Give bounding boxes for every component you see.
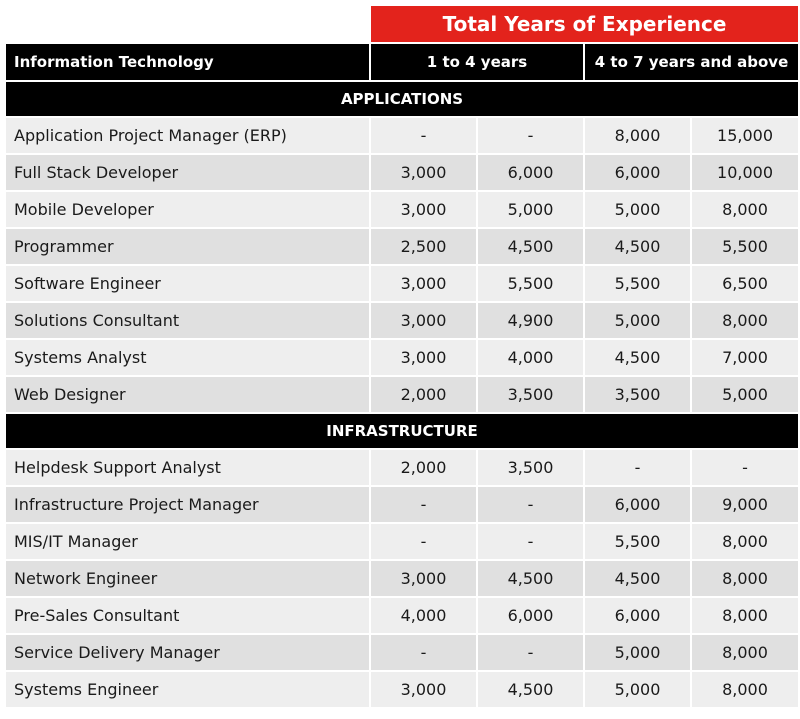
salary-cell: 9,000: [691, 486, 798, 523]
salary-cell: 3,500: [584, 376, 691, 413]
salary-cell: 5,500: [584, 523, 691, 560]
salary-cell: 4,900: [477, 302, 584, 339]
section-header-row: [6, 413, 798, 449]
table-body: [6, 81, 798, 707]
table-row: [6, 449, 798, 486]
salary-cell: 4,000: [370, 597, 477, 634]
role-cell: Programmer: [6, 228, 370, 265]
role-cell: Solutions Consultant: [6, 302, 370, 339]
salary-cell: 8,000: [691, 302, 798, 339]
table-row: [6, 191, 798, 228]
title-row: [6, 6, 798, 43]
table-row: [6, 339, 798, 376]
salary-cell: 5,000: [691, 376, 798, 413]
role-cell: Web Designer: [6, 376, 370, 413]
salary-cell: 5,000: [584, 634, 691, 671]
salary-cell: 2,000: [370, 449, 477, 486]
salary-cell: 6,000: [477, 154, 584, 191]
salary-cell: 5,500: [691, 228, 798, 265]
role-cell: Pre-Sales Consultant: [6, 597, 370, 634]
table-row: [6, 117, 798, 154]
salary-cell: -: [477, 117, 584, 154]
role-cell: Service Delivery Manager: [6, 634, 370, 671]
role-cell: Application Project Manager (ERP): [6, 117, 370, 154]
table-row: [6, 523, 798, 560]
section-header-row: [6, 81, 798, 117]
salary-cell: 8,000: [691, 597, 798, 634]
salary-cell: 2,000: [370, 376, 477, 413]
salary-cell: 5,000: [584, 671, 691, 707]
salary-cell: 4,500: [584, 560, 691, 597]
salary-cell: 5,000: [477, 191, 584, 228]
role-cell: Full Stack Developer: [6, 154, 370, 191]
role-cell: Systems Analyst: [6, 339, 370, 376]
table-row: [6, 597, 798, 634]
salary-cell: -: [370, 523, 477, 560]
table-row: [6, 671, 798, 707]
salary-cell: 6,000: [584, 154, 691, 191]
table-row: [6, 265, 798, 302]
header-role: Information Technology: [6, 43, 370, 81]
salary-cell: 3,500: [477, 449, 584, 486]
salary-cell: 4,500: [584, 228, 691, 265]
table-row: [6, 486, 798, 523]
salary-cell: -: [691, 449, 798, 486]
salary-cell: 3,500: [477, 376, 584, 413]
salary-cell: -: [370, 117, 477, 154]
salary-cell: 4,000: [477, 339, 584, 376]
salary-cell: -: [477, 523, 584, 560]
salary-cell: 8,000: [691, 671, 798, 707]
salary-cell: 15,000: [691, 117, 798, 154]
salary-cell: 3,000: [370, 560, 477, 597]
title-spacer: [6, 6, 370, 43]
salary-cell: 5,500: [477, 265, 584, 302]
salary-cell: 4,500: [584, 339, 691, 376]
salary-table: [6, 6, 798, 707]
salary-cell: 2,500: [370, 228, 477, 265]
salary-cell: 3,000: [370, 154, 477, 191]
salary-cell: 5,000: [584, 191, 691, 228]
salary-cell: 3,000: [370, 191, 477, 228]
salary-cell: 6,000: [584, 597, 691, 634]
table-title: Total Years of Experience: [370, 6, 798, 43]
header-1-to-4-years: 1 to 4 years: [370, 43, 584, 81]
salary-cell: -: [370, 634, 477, 671]
table-row: [6, 560, 798, 597]
role-cell: Software Engineer: [6, 265, 370, 302]
table-row: [6, 154, 798, 191]
salary-cell: 5,000: [584, 302, 691, 339]
salary-cell: 8,000: [691, 191, 798, 228]
role-cell: Infrastructure Project Manager: [6, 486, 370, 523]
salary-cell: -: [584, 449, 691, 486]
salary-cell: 7,000: [691, 339, 798, 376]
salary-cell: 3,000: [370, 265, 477, 302]
salary-cell: -: [477, 634, 584, 671]
section-title: APPLICATIONS: [6, 81, 798, 117]
salary-cell: 3,000: [370, 302, 477, 339]
table-row: [6, 302, 798, 339]
role-cell: Mobile Developer: [6, 191, 370, 228]
salary-cell: 4,500: [477, 228, 584, 265]
section-title: INFRASTRUCTURE: [6, 413, 798, 449]
salary-cell: 10,000: [691, 154, 798, 191]
header-4-to-7-years: 4 to 7 years and above: [584, 43, 798, 81]
table-row: [6, 634, 798, 671]
salary-cell: 3,000: [370, 339, 477, 376]
salary-cell: 8,000: [584, 117, 691, 154]
salary-cell: -: [370, 486, 477, 523]
role-cell: MIS/IT Manager: [6, 523, 370, 560]
role-cell: Systems Engineer: [6, 671, 370, 707]
salary-cell: 6,500: [691, 265, 798, 302]
role-cell: Network Engineer: [6, 560, 370, 597]
role-cell: Helpdesk Support Analyst: [6, 449, 370, 486]
table-row: [6, 376, 798, 413]
salary-cell: 3,000: [370, 671, 477, 707]
salary-cell: -: [477, 486, 584, 523]
salary-cell: 4,500: [477, 671, 584, 707]
salary-cell: 8,000: [691, 560, 798, 597]
salary-cell: 5,500: [584, 265, 691, 302]
salary-cell: 6,000: [584, 486, 691, 523]
table-row: [6, 228, 798, 265]
salary-cell: 8,000: [691, 523, 798, 560]
salary-cell: 6,000: [477, 597, 584, 634]
salary-cell: 8,000: [691, 634, 798, 671]
column-header-row: [6, 43, 798, 81]
salary-cell: 4,500: [477, 560, 584, 597]
